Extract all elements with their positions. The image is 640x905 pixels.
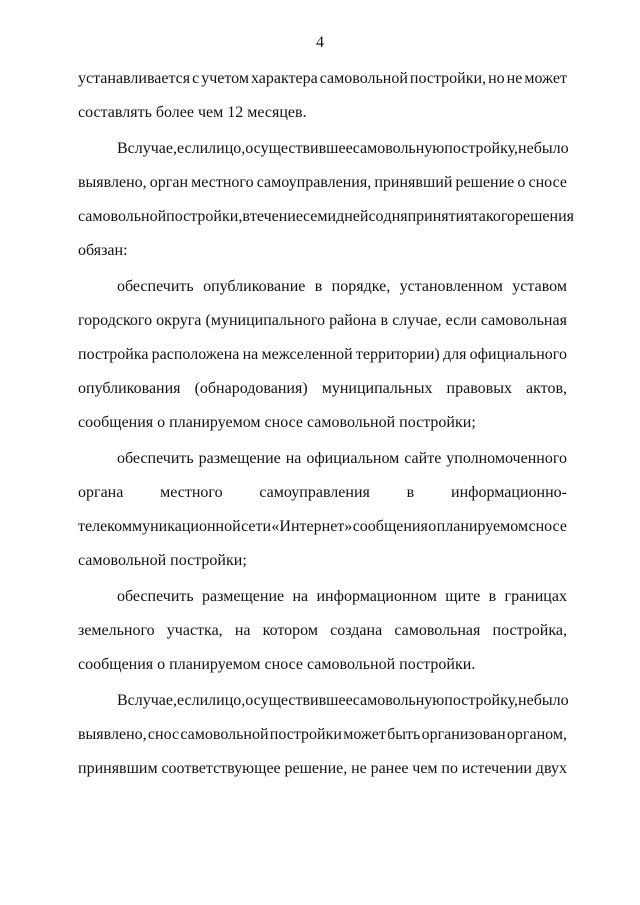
word: телекоммуникационной — [78, 518, 241, 535]
word: информационном — [316, 588, 437, 605]
word: лицо, — [208, 692, 246, 709]
text-line: самовольной постройки; — [78, 552, 247, 569]
text-line — [78, 380, 567, 398]
word: случае, — [392, 312, 442, 329]
word: сайте — [404, 450, 442, 467]
word: постройка, — [492, 622, 567, 639]
word: истечении — [461, 760, 532, 777]
word: района — [329, 312, 377, 329]
word: не — [518, 140, 534, 157]
word: решение — [455, 174, 515, 191]
text-line — [78, 622, 567, 640]
text-line — [78, 346, 567, 364]
word: о — [517, 174, 526, 191]
word: официального — [469, 346, 567, 363]
text-line — [78, 760, 567, 778]
word: местного — [160, 484, 223, 501]
text-line: сообщения о планируемом сносе самовольной постройки. — [78, 656, 476, 673]
word: о — [428, 518, 437, 535]
word: если — [177, 692, 209, 709]
word: информационно- — [451, 484, 567, 501]
word: В — [117, 140, 128, 157]
word: самовольную — [352, 140, 445, 157]
text-line: составлять более чем 12 месяцев. — [78, 104, 307, 121]
word: лицо, — [208, 140, 246, 157]
word: постройки, — [166, 208, 243, 225]
word: дней — [336, 208, 369, 225]
word: с — [192, 70, 200, 87]
word: принявший — [374, 174, 453, 191]
word: выявлено, — [78, 726, 147, 743]
word: сообщения — [352, 518, 428, 535]
word: (муниципального — [205, 312, 326, 329]
word: случае, — [127, 140, 178, 157]
word: размещение — [198, 450, 281, 467]
word: решение, — [284, 760, 348, 777]
word: двух — [535, 760, 567, 777]
word: размещение — [202, 588, 285, 605]
word: постройки — [269, 726, 342, 743]
word: принятия — [407, 208, 472, 225]
text-line — [117, 692, 567, 710]
text-line — [117, 140, 567, 158]
word: не — [506, 70, 523, 87]
text-line: сообщения о планируемом сносе самовольной постройки; — [78, 414, 476, 431]
word: в — [380, 312, 389, 329]
word: организован — [421, 726, 506, 743]
word: самовольную — [352, 692, 445, 709]
text-line — [78, 174, 567, 192]
word: устанавливается — [78, 70, 191, 87]
text-line — [78, 484, 567, 502]
text-line — [117, 450, 567, 468]
word: на — [242, 346, 259, 363]
word: округа — [156, 312, 202, 329]
word: решения — [515, 208, 575, 225]
word: семи — [302, 208, 337, 225]
word: со — [368, 208, 384, 225]
word: не — [518, 692, 534, 709]
word: самовольная — [394, 622, 481, 639]
word: местного — [191, 174, 254, 191]
word: в — [406, 484, 415, 501]
text-line — [78, 70, 567, 88]
word: было — [533, 692, 569, 709]
word: котором — [262, 622, 318, 639]
word: обеспечить — [117, 450, 194, 467]
word: характера — [251, 70, 318, 87]
word: (обнародования) — [194, 380, 308, 397]
word: выявлено, — [78, 174, 147, 191]
word: соответствующее — [161, 760, 281, 777]
word: уставом — [512, 278, 567, 295]
word: актов, — [526, 380, 567, 397]
word: было — [533, 140, 569, 157]
text-line — [78, 726, 567, 744]
word: «Интернет» — [271, 518, 353, 535]
word: опубликование — [203, 278, 306, 295]
word: на — [285, 450, 302, 467]
text-line — [78, 208, 575, 226]
word: может — [343, 726, 386, 743]
word: осуществившее — [245, 692, 353, 709]
word: по — [441, 760, 458, 777]
word: снос — [147, 726, 180, 743]
word: самовольная — [480, 312, 567, 329]
word: для — [442, 346, 467, 363]
word: осуществившее — [245, 140, 353, 157]
word: орган — [149, 174, 189, 191]
word: сносе — [528, 518, 567, 535]
word: в — [488, 588, 497, 605]
word: уполномоченного — [446, 450, 567, 467]
word: если — [177, 140, 209, 157]
word: земельного — [78, 622, 155, 639]
word: самовольной — [319, 70, 408, 87]
word: не — [351, 760, 367, 777]
word: в — [242, 208, 250, 225]
word: опубликования — [78, 380, 181, 397]
text-line — [78, 312, 567, 330]
word: в — [314, 278, 323, 295]
text-line — [78, 518, 567, 536]
word: порядке, — [331, 278, 391, 295]
word: территории) — [355, 346, 440, 363]
word: на — [292, 588, 309, 605]
word: постройку, — [444, 692, 519, 709]
page-number: 4 — [316, 34, 324, 51]
word: самоуправления — [259, 484, 370, 501]
text-line — [117, 278, 567, 296]
word: органом, — [506, 726, 567, 743]
word: органа — [78, 484, 124, 501]
word: самовольной — [180, 726, 269, 743]
word: самоуправления, — [256, 174, 372, 191]
word: расположена — [151, 346, 240, 363]
word: на — [234, 622, 251, 639]
text-line: обязан: — [78, 242, 128, 259]
word: сносе — [528, 174, 567, 191]
word: чем — [412, 760, 438, 777]
word: постройка — [78, 346, 149, 363]
word: муниципальных — [321, 380, 433, 397]
word: быть — [387, 726, 421, 743]
word: случае, — [127, 692, 178, 709]
text-line — [117, 588, 567, 606]
word: городского — [78, 312, 153, 329]
word: правовых — [446, 380, 512, 397]
word: межселенной — [261, 346, 353, 363]
word: течение — [249, 208, 303, 225]
word: обеспечить — [117, 278, 194, 295]
word: участка, — [166, 622, 223, 639]
word: но — [488, 70, 505, 87]
word: постройки, — [409, 70, 487, 87]
word: постройку, — [444, 140, 519, 157]
word: ранее — [370, 760, 409, 777]
word: сети — [241, 518, 272, 535]
word: учетом — [201, 70, 249, 87]
word: если — [445, 312, 477, 329]
word: может — [524, 70, 567, 87]
word: обеспечить — [117, 588, 194, 605]
word: самовольной — [78, 208, 167, 225]
word: такого — [471, 208, 515, 225]
word: создана — [330, 622, 383, 639]
word: планируемом — [436, 518, 529, 535]
word: границах — [504, 588, 567, 605]
word: официальном — [306, 450, 400, 467]
word: В — [117, 692, 128, 709]
word: принявшим — [78, 760, 158, 777]
word: дня — [383, 208, 408, 225]
word: щите — [445, 588, 481, 605]
word: установленном — [399, 278, 503, 295]
